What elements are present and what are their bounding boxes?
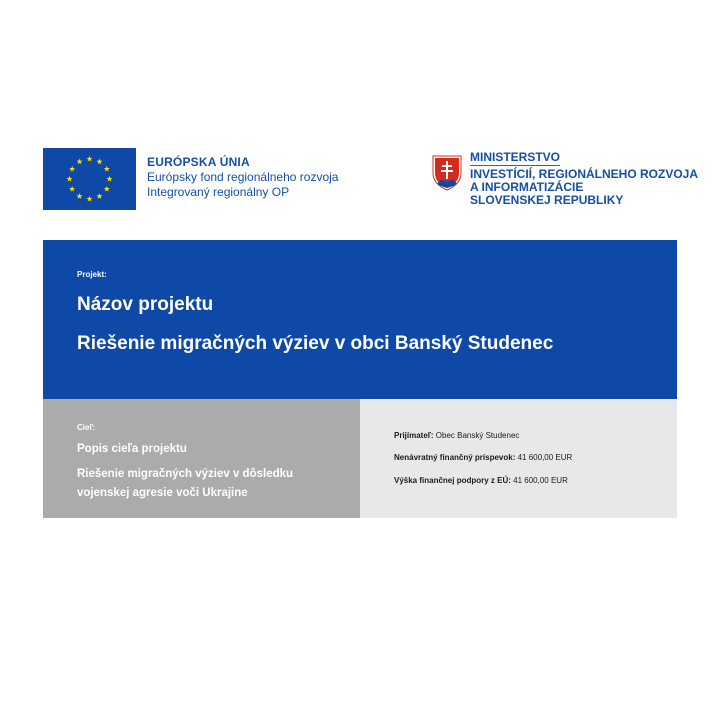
grant-row	[394, 453, 572, 462]
goal-line-1: Riešenie migračných výziev v dôsledku	[77, 468, 294, 480]
eu-star-icon	[96, 158, 102, 164]
eu-support-label: Výška finančnej podpory z EÚ:	[394, 476, 511, 485]
eu-star-icon	[69, 186, 75, 192]
ministry-line-3: SLOVENSKEJ REPUBLIKY	[470, 193, 624, 207]
goal-description	[77, 465, 337, 503]
eu-flag-logo	[43, 148, 136, 210]
eu-stars-icon	[43, 148, 136, 210]
ministry-line-1: INVESTÍCIÍ, REGIONÁLNEHO ROZVOJA	[470, 167, 699, 181]
goal-title: Popis cieľa projektu	[77, 443, 187, 455]
eu-star-icon	[86, 196, 92, 202]
eu-star-icon	[96, 193, 102, 199]
goal-panel	[43, 399, 360, 518]
funding-info-panel	[360, 399, 677, 518]
eu-support-value: 41 600,00 EUR	[513, 476, 568, 485]
eu-star-icon	[76, 193, 82, 199]
eu-star-icon	[66, 176, 72, 182]
eu-text-block	[147, 155, 338, 200]
ministry-text-block	[470, 151, 698, 207]
project-name: Riešenie migračných výziev v obci Banský Studenec	[77, 333, 554, 354]
project-label: Projekt:	[77, 270, 107, 279]
slovak-coat-of-arms-icon	[432, 155, 462, 191]
eu-star-icon	[104, 166, 110, 172]
eu-support-row	[394, 476, 568, 485]
recipient-label: Prijímateľ:	[394, 431, 434, 440]
eu-fund-line: Európsky fond regionálneho rozvoja	[147, 170, 339, 184]
eu-star-icon	[106, 176, 112, 182]
goal-label: Cieľ:	[77, 423, 96, 432]
recipient-value: Obec Banský Studenec	[435, 431, 520, 440]
eu-programme-line: Integrovaný regionálny OP	[147, 185, 290, 199]
project-title: Názov projektu	[77, 294, 214, 315]
project-banner	[43, 240, 677, 399]
ministry-line-2: A INFORMATIZÁCIE	[470, 180, 584, 194]
eu-star-icon	[69, 166, 75, 172]
eu-title: EURÓPSKA ÚNIA	[147, 155, 250, 169]
goal-line-2: vojenskej agresie voči Ukrajine	[77, 487, 248, 499]
eu-star-icon	[104, 186, 110, 192]
eu-star-icon	[86, 156, 92, 162]
recipient-row	[394, 431, 519, 440]
eu-star-icon	[76, 158, 82, 164]
grant-value: 41 600,00 EUR	[517, 453, 573, 462]
ministry-head: MINISTERSTVO	[470, 150, 561, 164]
grant-label: Nenávratný finančný príspevok:	[394, 453, 516, 462]
